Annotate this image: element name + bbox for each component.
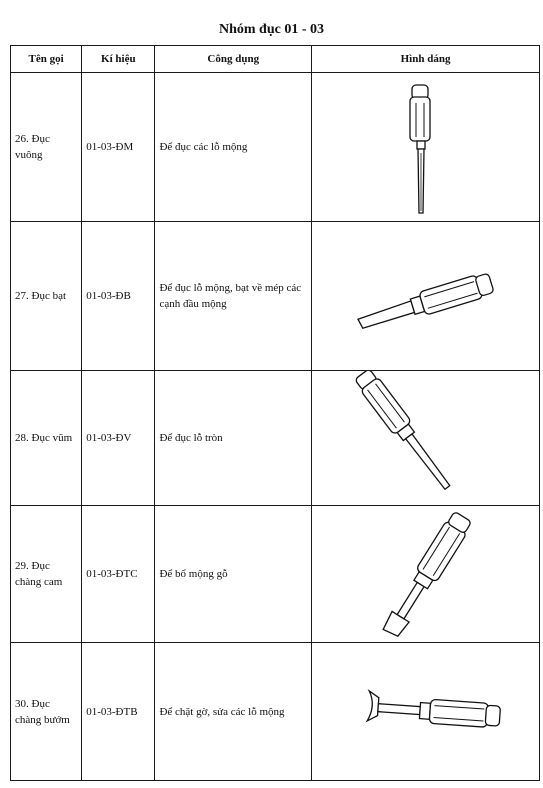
tool-use: Để bổ mộng gỗ (155, 506, 312, 643)
tool-use: Để đục lỗ tròn (155, 371, 312, 506)
tool-code: 01-03-ĐM (82, 73, 155, 222)
header-use: Công dụng (155, 46, 312, 73)
header-shape: Hình dáng (312, 46, 540, 73)
tool-shape (312, 371, 540, 506)
tool-use: Để đục các lỗ mộng (155, 73, 312, 222)
tool-shape (312, 506, 540, 643)
gouge-chisel-icon (316, 371, 539, 505)
table-row (11, 222, 540, 371)
tool-shape (312, 222, 540, 371)
square-chisel-icon (316, 73, 539, 221)
tool-name: 30. Đục chàng bướm (11, 643, 82, 781)
tool-use: Để đục lỗ mộng, bạt về mép các cạnh đầu mộng (155, 222, 312, 371)
tool-name: 26. Đục vuông (11, 73, 82, 222)
tool-name: 28. Đục vũm (11, 371, 82, 506)
header-code: Kí hiệu (82, 46, 155, 73)
butterfly-chisel-icon (316, 643, 539, 780)
tool-shape (312, 73, 540, 222)
tool-table (10, 45, 540, 781)
tool-name: 27. Đục bạt (11, 222, 82, 371)
tool-code: 01-03-ĐB (82, 222, 155, 371)
table-row (11, 371, 540, 506)
page-title: Nhóm đục 01 - 03 (218, 22, 324, 37)
table-row (11, 506, 540, 643)
table-header-row (11, 46, 540, 73)
table-row (11, 643, 540, 781)
tool-code: 01-03-ĐV (82, 371, 155, 506)
tool-use: Để chặt gờ, sửa các lỗ mộng (155, 643, 312, 781)
cranked-chisel-icon (316, 506, 539, 642)
table-row (11, 73, 540, 222)
tool-code: 01-03-ĐTB (82, 643, 155, 781)
header-name: Tên gọi (11, 46, 82, 73)
tool-shape (312, 643, 540, 781)
tool-code: 01-03-ĐTC (82, 506, 155, 643)
tool-name: 29. Đục chàng cam (11, 506, 82, 643)
flat-chisel-icon (316, 222, 539, 370)
